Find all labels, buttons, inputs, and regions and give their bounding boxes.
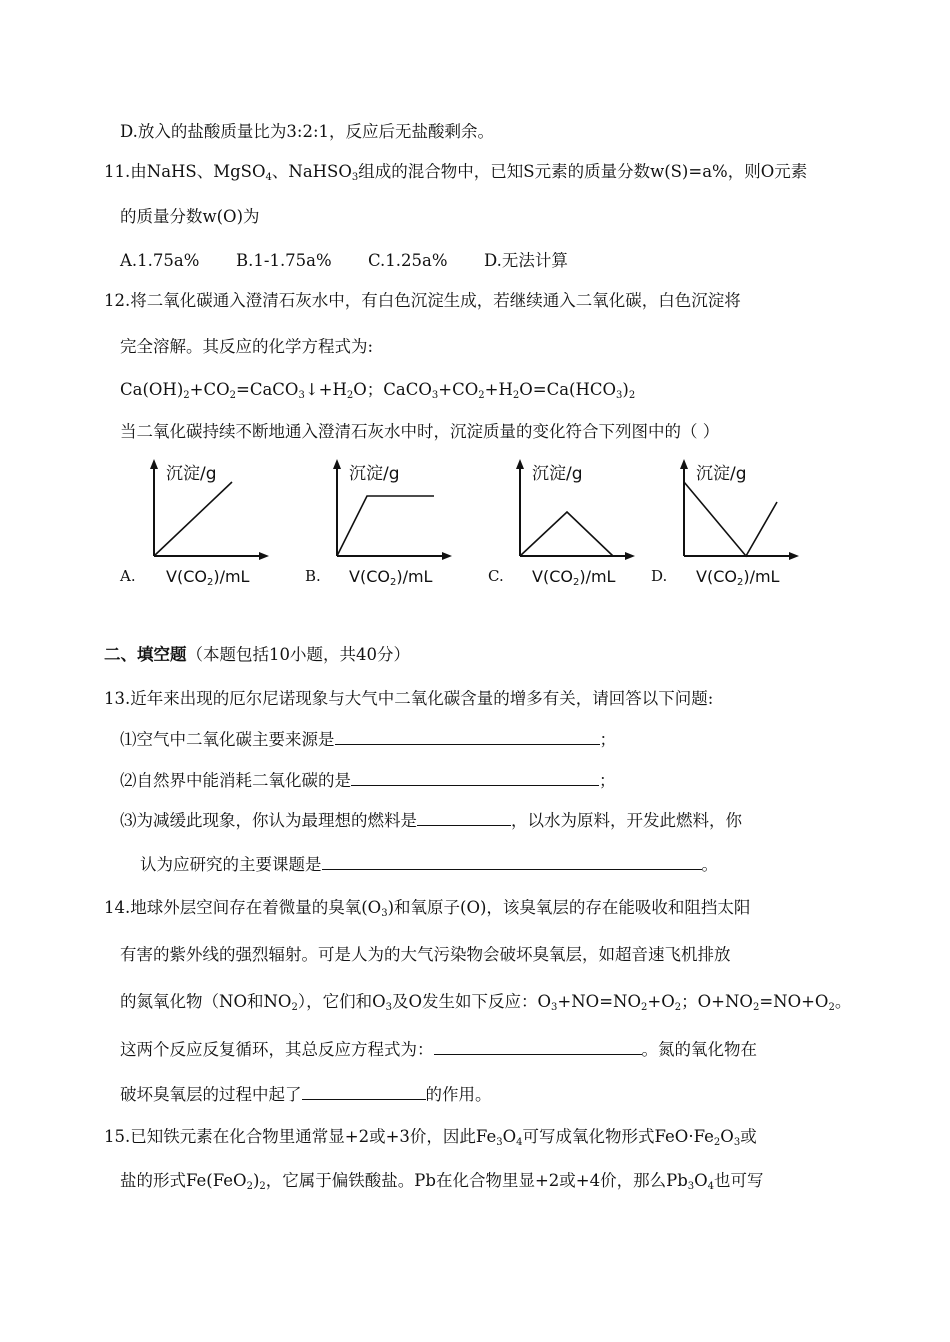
graph-c-y-arrow [516, 459, 524, 469]
q14-blank2[interactable] [302, 1083, 426, 1100]
q13-sub3-cont: 认为应研究的主要课题是 。 [140, 855, 718, 874]
graph-c-curve [520, 512, 613, 556]
q13-sub1: ⑴空气中二氧化碳主要来源是 ； [120, 730, 616, 749]
graph-d-label: D. [651, 567, 668, 585]
section-note: （本题包括10小题，共40分） [186, 645, 410, 664]
q12-line2: 完全溶解。其反应的化学方程式为: [120, 337, 374, 356]
section-heading [104, 644, 410, 666]
graph-d [674, 456, 834, 590]
q12-line1: 12.将二氧化碳通入澄清石灰水中，有白色沉淀生成，若继续通入二氧化碳，白色沉淀将 [104, 291, 741, 310]
graph-b-x-arrow [442, 552, 452, 560]
q14-line3: 的氮氧化物（NO和$NO_2$），它们和$O_3$及O发生如下反应：$O_3+NO=NO_2+O_2$；$O+NO_2=NO+O_2$。 [120, 992, 852, 1013]
q15-line2: 盐的形式$Fe(FeO_2)_2$，它属于偏铁酸盐。Pb在化合物里显+2或+4价，那么$Pb_3O_4$也可写 [120, 1171, 764, 1192]
graph-a-curve [154, 482, 232, 556]
q11-option-b: B.1-1.75a% [236, 251, 332, 270]
graph-a [144, 456, 304, 590]
q14-blank1[interactable] [434, 1038, 642, 1055]
section-title: 二、填空题 [104, 645, 187, 664]
q12-number: 12. [104, 291, 131, 310]
q11-option-d: D.无法计算 [484, 251, 568, 270]
graph-a-x-arrow [259, 552, 269, 560]
graph-c [510, 456, 670, 590]
graph-a-x-label: V(CO2)/mL [166, 567, 250, 586]
q15-number: 15. [104, 1127, 131, 1146]
graph-a-y-label: 沉淀/g [166, 464, 217, 484]
graph-b-label: B. [305, 567, 321, 585]
graph-b-y-arrow [333, 459, 341, 469]
q11-line1: 11.由NaHS、MgSO$_4$、NaHSO$_3$组成的混合物中，已知S元素的质量分数w(S)=a%，则O元素 [104, 162, 808, 183]
q13-blank3[interactable] [417, 809, 511, 826]
graph-b-x-label: V(CO2)/mL [349, 567, 433, 586]
q13-sub2: ⑵自然界中能消耗二氧化碳的是 ； [120, 771, 616, 790]
graph-d-x-label: V(CO2)/mL [696, 567, 780, 586]
q11-option-c: C.1.25a% [368, 251, 448, 270]
graph-a-label: A. [120, 567, 136, 585]
graph-c-x-label: V(CO2)/mL [532, 567, 616, 586]
q12-line4: 当二氧化碳持续不断地通入澄清石灰水中时，沉淀质量的变化符合下列图中的（ ） [120, 422, 720, 441]
graph-d-y-label: 沉淀/g [696, 464, 747, 484]
q10-option-d: D.放入的盐酸质量比为3:2:1，反应后无盐酸剩余。 [120, 122, 494, 141]
q14-line1: 14.地球外层空间存在着微量的臭氧$(O_3)$和氧原子(O)，该臭氧层的存在能吸收和阻挡太阳 [104, 898, 751, 919]
q14-number: 14. [104, 898, 131, 917]
q13-number: 13. [104, 689, 131, 708]
q15-line1: 15.已知铁元素在化合物里通常显+2或+3价，因此$Fe_3O_4$可写成氧化物形式$FeO\cdot Fe_2O_3$或 [104, 1127, 757, 1148]
graph-c-label: C. [488, 567, 504, 585]
graph-b-curve [337, 496, 434, 556]
graph-d-y-arrow [680, 459, 688, 469]
q11-line2: 的质量分数w(O)为 [120, 207, 260, 226]
q13-line1: 13.近年来出现的厄尔尼诺现象与大气中二氧化碳含量的增多有关，请回答以下问题: [104, 689, 714, 708]
graph-d-x-arrow [789, 552, 799, 560]
graph-d-curve [684, 482, 777, 556]
q14-line2: 有害的紫外线的强烈辐射。可是人为的大气污染物会破坏臭氧层，如超音速飞机排放 [120, 945, 731, 964]
q11-option-a: A.1.75a% [120, 251, 200, 270]
graph-a-y-arrow [150, 459, 158, 469]
q13-sub3: ⑶为减缓此现象，你认为最理想的燃料是 ，以水为原料，开发此燃料，你 [120, 811, 742, 830]
graph-c-x-arrow [625, 552, 635, 560]
graph-b [327, 456, 487, 590]
q14-line4: 这两个反应反复循环，其总反应方程式为： 。氮的氧化物在 [120, 1040, 757, 1059]
graph-b-y-label: 沉淀/g [349, 464, 400, 484]
q13-blank1[interactable] [335, 728, 600, 745]
q13-blank2[interactable] [351, 769, 599, 786]
q14-line5: 破坏臭氧层的过程中起了 的作用。 [120, 1085, 492, 1104]
q11-number: 11. [104, 162, 131, 181]
q12-equation: $Ca(OH)_2+CO_2=CaCO_3↓+H_2O$；$CaCO_3+CO_2+H_2O=Ca(HCO_3)_2$ [120, 380, 636, 401]
q13-blank4[interactable] [322, 853, 702, 870]
graph-c-y-label: 沉淀/g [532, 464, 583, 484]
